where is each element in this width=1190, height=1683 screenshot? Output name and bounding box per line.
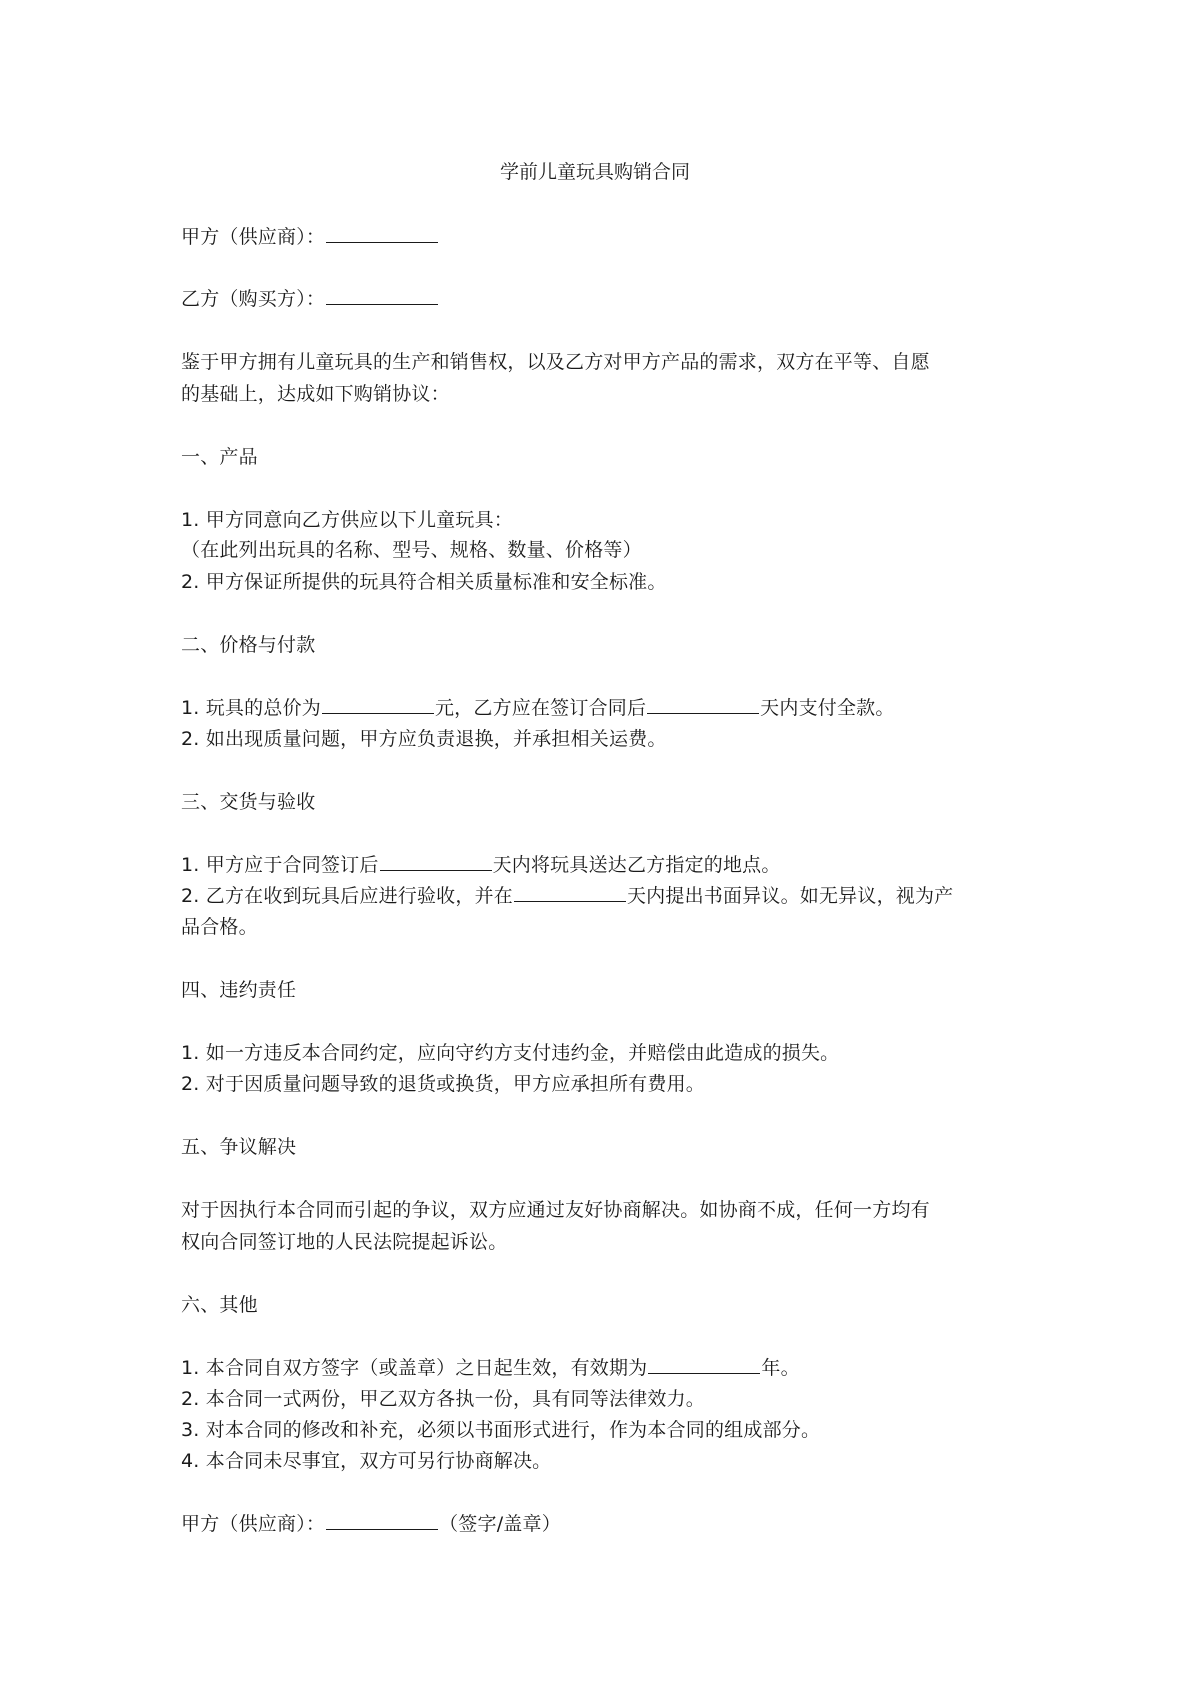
section-6-item-1-part-b: 年。 — [761, 1357, 800, 1379]
section-3-item-1-part-b: 天内将玩具送达乙方指定的地点。 — [492, 854, 781, 876]
intro-line-1: 鉴于甲方拥有儿童玩具的生产和销售权，以及乙方对甲方产品的需求，双方在平等、自愿 — [181, 351, 930, 373]
section-2-item-2: 2. 如出现质量问题，甲方应负责退换，并承担相关运费。 — [181, 728, 667, 750]
section-3-item-2 — [181, 885, 953, 908]
section-4-item-2: 2. 对于因质量问题导致的退货或换货，甲方应承担所有费用。 — [181, 1073, 705, 1095]
section-2-heading: 二、价格与付款 — [181, 634, 316, 656]
total-price-blank — [322, 697, 434, 714]
section-4-item-1: 1. 如一方违反本合同约定，应向守约方支付违约金，并赔偿由此造成的损失。 — [181, 1042, 840, 1064]
section-6-item-2: 2. 本合同一式两份，甲乙双方各执一份，具有同等法律效力。 — [181, 1388, 705, 1410]
section-1-item-1-note: （在此列出玩具的名称、型号、规格、数量、价格等） — [181, 539, 642, 561]
section-2-item-1 — [181, 697, 895, 720]
section-3-item-1 — [181, 854, 781, 877]
section-2-item-1-part-c: 天内支付全款。 — [760, 697, 895, 719]
section-5-text-line-1: 对于因执行本合同而引起的争议，双方应通过友好协商解决。如协商不成，任何一方均有 — [181, 1199, 930, 1221]
signature-suffix: （签字/盖章） — [439, 1513, 561, 1535]
section-6-item-3: 3. 对本合同的修改和补充，必须以书面形式进行，作为本合同的组成部分。 — [181, 1419, 821, 1441]
section-2-item-1-part-b: 元，乙方应在签订合同后 — [434, 697, 647, 719]
party-a-line — [181, 226, 439, 249]
section-1-item-1: 1. 甲方同意向乙方供应以下儿童玩具： — [181, 509, 513, 531]
section-2-item-1-part-a: 1. 玩具的总价为 — [181, 697, 321, 719]
intro-line-2: 的基础上，达成如下购销协议： — [181, 383, 450, 405]
signature-label: 甲方（供应商）： — [181, 1513, 326, 1535]
signature-line — [181, 1513, 561, 1536]
objection-days-blank — [514, 885, 626, 902]
delivery-days-blank — [380, 854, 492, 871]
section-3-item-1-part-a: 1. 甲方应于合同签订后 — [181, 854, 379, 876]
party-b-blank — [326, 288, 438, 305]
section-6-item-1 — [181, 1357, 800, 1380]
section-3-heading: 三、交货与验收 — [181, 791, 316, 813]
section-1-heading: 一、产品 — [181, 446, 258, 468]
document-title: 学前儿童玩具购销合同 — [499, 161, 690, 183]
signature-blank — [326, 1513, 438, 1530]
section-5-text-line-2: 权向合同签订地的人民法院提起诉讼。 — [181, 1231, 508, 1253]
section-6-item-4: 4. 本合同未尽事宜，双方可另行协商解决。 — [181, 1450, 552, 1472]
section-4-heading: 四、违约责任 — [181, 979, 297, 1001]
section-3-item-2-part-a: 2. 乙方在收到玩具后应进行验收，并在 — [181, 885, 513, 907]
section-1-item-2: 2. 甲方保证所提供的玩具符合相关质量标准和安全标准。 — [181, 571, 667, 593]
payment-days-blank — [647, 697, 759, 714]
party-a-blank — [326, 226, 438, 243]
section-6-heading: 六、其他 — [181, 1294, 258, 1316]
section-3-item-2-part-b: 天内提出书面异议。如无异议，视为产 — [626, 885, 954, 907]
section-6-item-1-part-a: 1. 本合同自双方签字（或盖章）之日起生效，有效期为 — [181, 1357, 648, 1379]
validity-years-blank — [648, 1357, 760, 1374]
party-b-label: 乙方（购买方）： — [181, 288, 326, 310]
section-3-item-2-cont: 品合格。 — [181, 916, 258, 938]
party-b-line — [181, 288, 439, 311]
party-a-label: 甲方（供应商）： — [181, 226, 326, 248]
section-5-heading: 五、争议解决 — [181, 1136, 297, 1158]
